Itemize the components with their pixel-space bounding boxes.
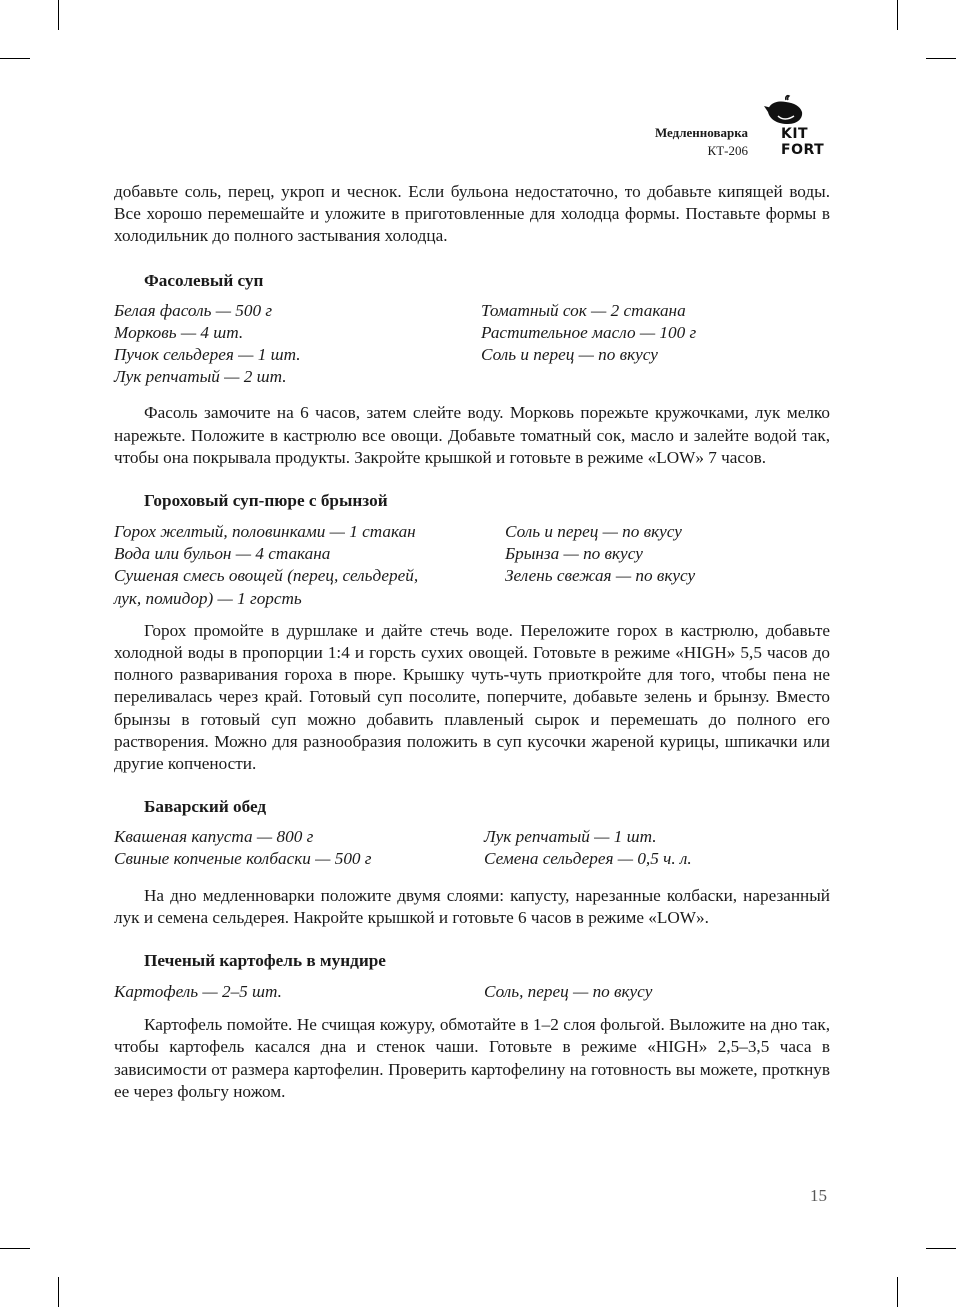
- ingredients-right: [484, 826, 692, 870]
- ingredient: Лук репчатый — 2 шт.: [114, 367, 287, 387]
- ingredient: Сушеная смесь овощей (перец, сельдерей,: [114, 566, 419, 586]
- ingredients-list: [114, 300, 830, 389]
- recipe-instructions: Картофель помойте. Не счищая кожуру, обмотайте в 1–2 слоя фольгой. Выложите на дно так, чтобы картофель касался дна и стенок чаши. Готовьте в режиме «HIGH» 2,5–3,5 часа в зависимости от размера картофелин. Проверить картофелину на готовность вы можете, проткнув ее через фольгу ножом.: [114, 1015, 830, 1101]
- recipe-title: Гороховый суп-пюре с брынзой: [144, 491, 388, 511]
- ingredients-right: [481, 300, 696, 389]
- ingredient: Растительное масло — 100 г: [481, 322, 697, 342]
- kitfort-logo: [760, 94, 840, 158]
- ingredient: Брынза — по вкусу: [505, 544, 643, 564]
- crop-mark: [58, 1277, 59, 1307]
- ingredient: Квашеная капуста — 800 г: [114, 827, 314, 847]
- crop-mark: [897, 0, 898, 30]
- crop-mark: [926, 1248, 956, 1249]
- ingredient: Семена сельдерея — 0,5 ч. л.: [484, 849, 692, 869]
- ingredient: Картофель — 2–5 шт.: [114, 982, 282, 1002]
- page-number: 15: [810, 1186, 827, 1205]
- crop-mark: [0, 58, 30, 59]
- recipe-title: Фасолевый суп: [144, 270, 264, 290]
- crop-mark: [897, 1277, 898, 1307]
- recipe-instructions: Горох промойте в дуршлаке и дайте стечь воде. Переложите горох в кастрюлю, добавьте холодной воды в пропорции 1:4 и горсть сухих овощей. Готовьте в режиме «HIGH» 5,5 часов до полного разваривания гороха в пюре. Крышку чуть-чуть приоткройте для того, чтобы пена не переливалась через край. Готовый суп посолите, поперчите, добавьте зелень и брынзу. Вместо брынзы в готовый суп можно добавить плавленый сырок и перемешать до полного его растворения. Можно для разнообразия положить в суп кусочки жареной курицы, шпикачки или другие копчености.: [114, 620, 830, 774]
- ingredient: Соль, перец — по вкусу: [484, 982, 653, 1002]
- ingredient: Соль и перец — по вкусу: [505, 522, 682, 542]
- crop-mark: [926, 58, 956, 59]
- ingredients-left: [114, 981, 484, 1003]
- ingredients-right: [505, 521, 695, 610]
- page-header: [655, 124, 748, 160]
- brand-line: KIT: [781, 126, 809, 142]
- ingredient: Белая фасоль — 500 г: [114, 300, 273, 320]
- ingredient: Томатный сок — 2 стакана: [481, 300, 686, 320]
- ingredients-list: [114, 826, 830, 870]
- ingredient: Пучок сельдерея — 1 шт.: [114, 345, 301, 365]
- ingredient: Свиные копченые колбаски — 500 г: [114, 849, 372, 869]
- recipe-instructions: Фасоль замочите на 6 часов, затем слейте воду. Морковь порежьте кружочками, лук мелко нарежьте. Положите в кастрюлю все овощи. Добавьте томатный сок, масло и залейте водой так, чтобы она покрывала продукты. Закройте крышкой и готовьте в режиме «LOW» 7 часов.: [114, 403, 830, 467]
- recipe-instructions: На дно медленноварки положите двумя слоями: капусту, нарезанные колбаски, нарезанный лук и семена сельдерея. Накройте крышкой и готовьте 6 часов в режиме «LOW».: [114, 885, 830, 927]
- ingredient: Вода или бульон — 4 стакана: [114, 544, 331, 564]
- brand-name: [781, 126, 824, 158]
- ingredient: Морковь — 4 шт.: [114, 322, 244, 342]
- ingredient: Горох желтый, половинками — 1 стакан: [114, 522, 416, 542]
- ingredients-right: [484, 981, 652, 1003]
- ingredient: Зелень свежая — по вкусу: [505, 566, 696, 586]
- ingredients-left: [114, 521, 505, 610]
- whale-icon: [764, 94, 808, 126]
- model-number: КТ-206: [707, 143, 748, 158]
- ingredient: Соль и перец — по вкусу: [481, 345, 658, 365]
- product-name: Медленноварка: [654, 125, 748, 140]
- intro-paragraph: добавьте соль, перец, укроп и чеснок. Если бульона недостаточно, то добавьте кипящей воды. Все хорошо перемешайте и уложите в приготовленные для холодца формы. Поставьте формы в холодильник до полного застывания холодца.: [114, 182, 830, 246]
- crop-mark: [0, 1248, 30, 1249]
- recipe-title: Печеный картофель в мундире: [144, 951, 386, 971]
- ingredients-list: [114, 521, 830, 610]
- ingredients-left: [114, 826, 484, 870]
- recipe-title: Баварский обед: [144, 797, 267, 817]
- ingredients-list: [114, 981, 830, 1003]
- ingredients-left: [114, 300, 481, 389]
- ingredient: лук, помидор) — 1 горсть: [114, 588, 302, 608]
- crop-mark: [58, 0, 59, 30]
- brand-line: FORT: [781, 142, 825, 158]
- page-content: [114, 181, 830, 1103]
- ingredient: Лук репчатый — 1 шт.: [484, 827, 657, 847]
